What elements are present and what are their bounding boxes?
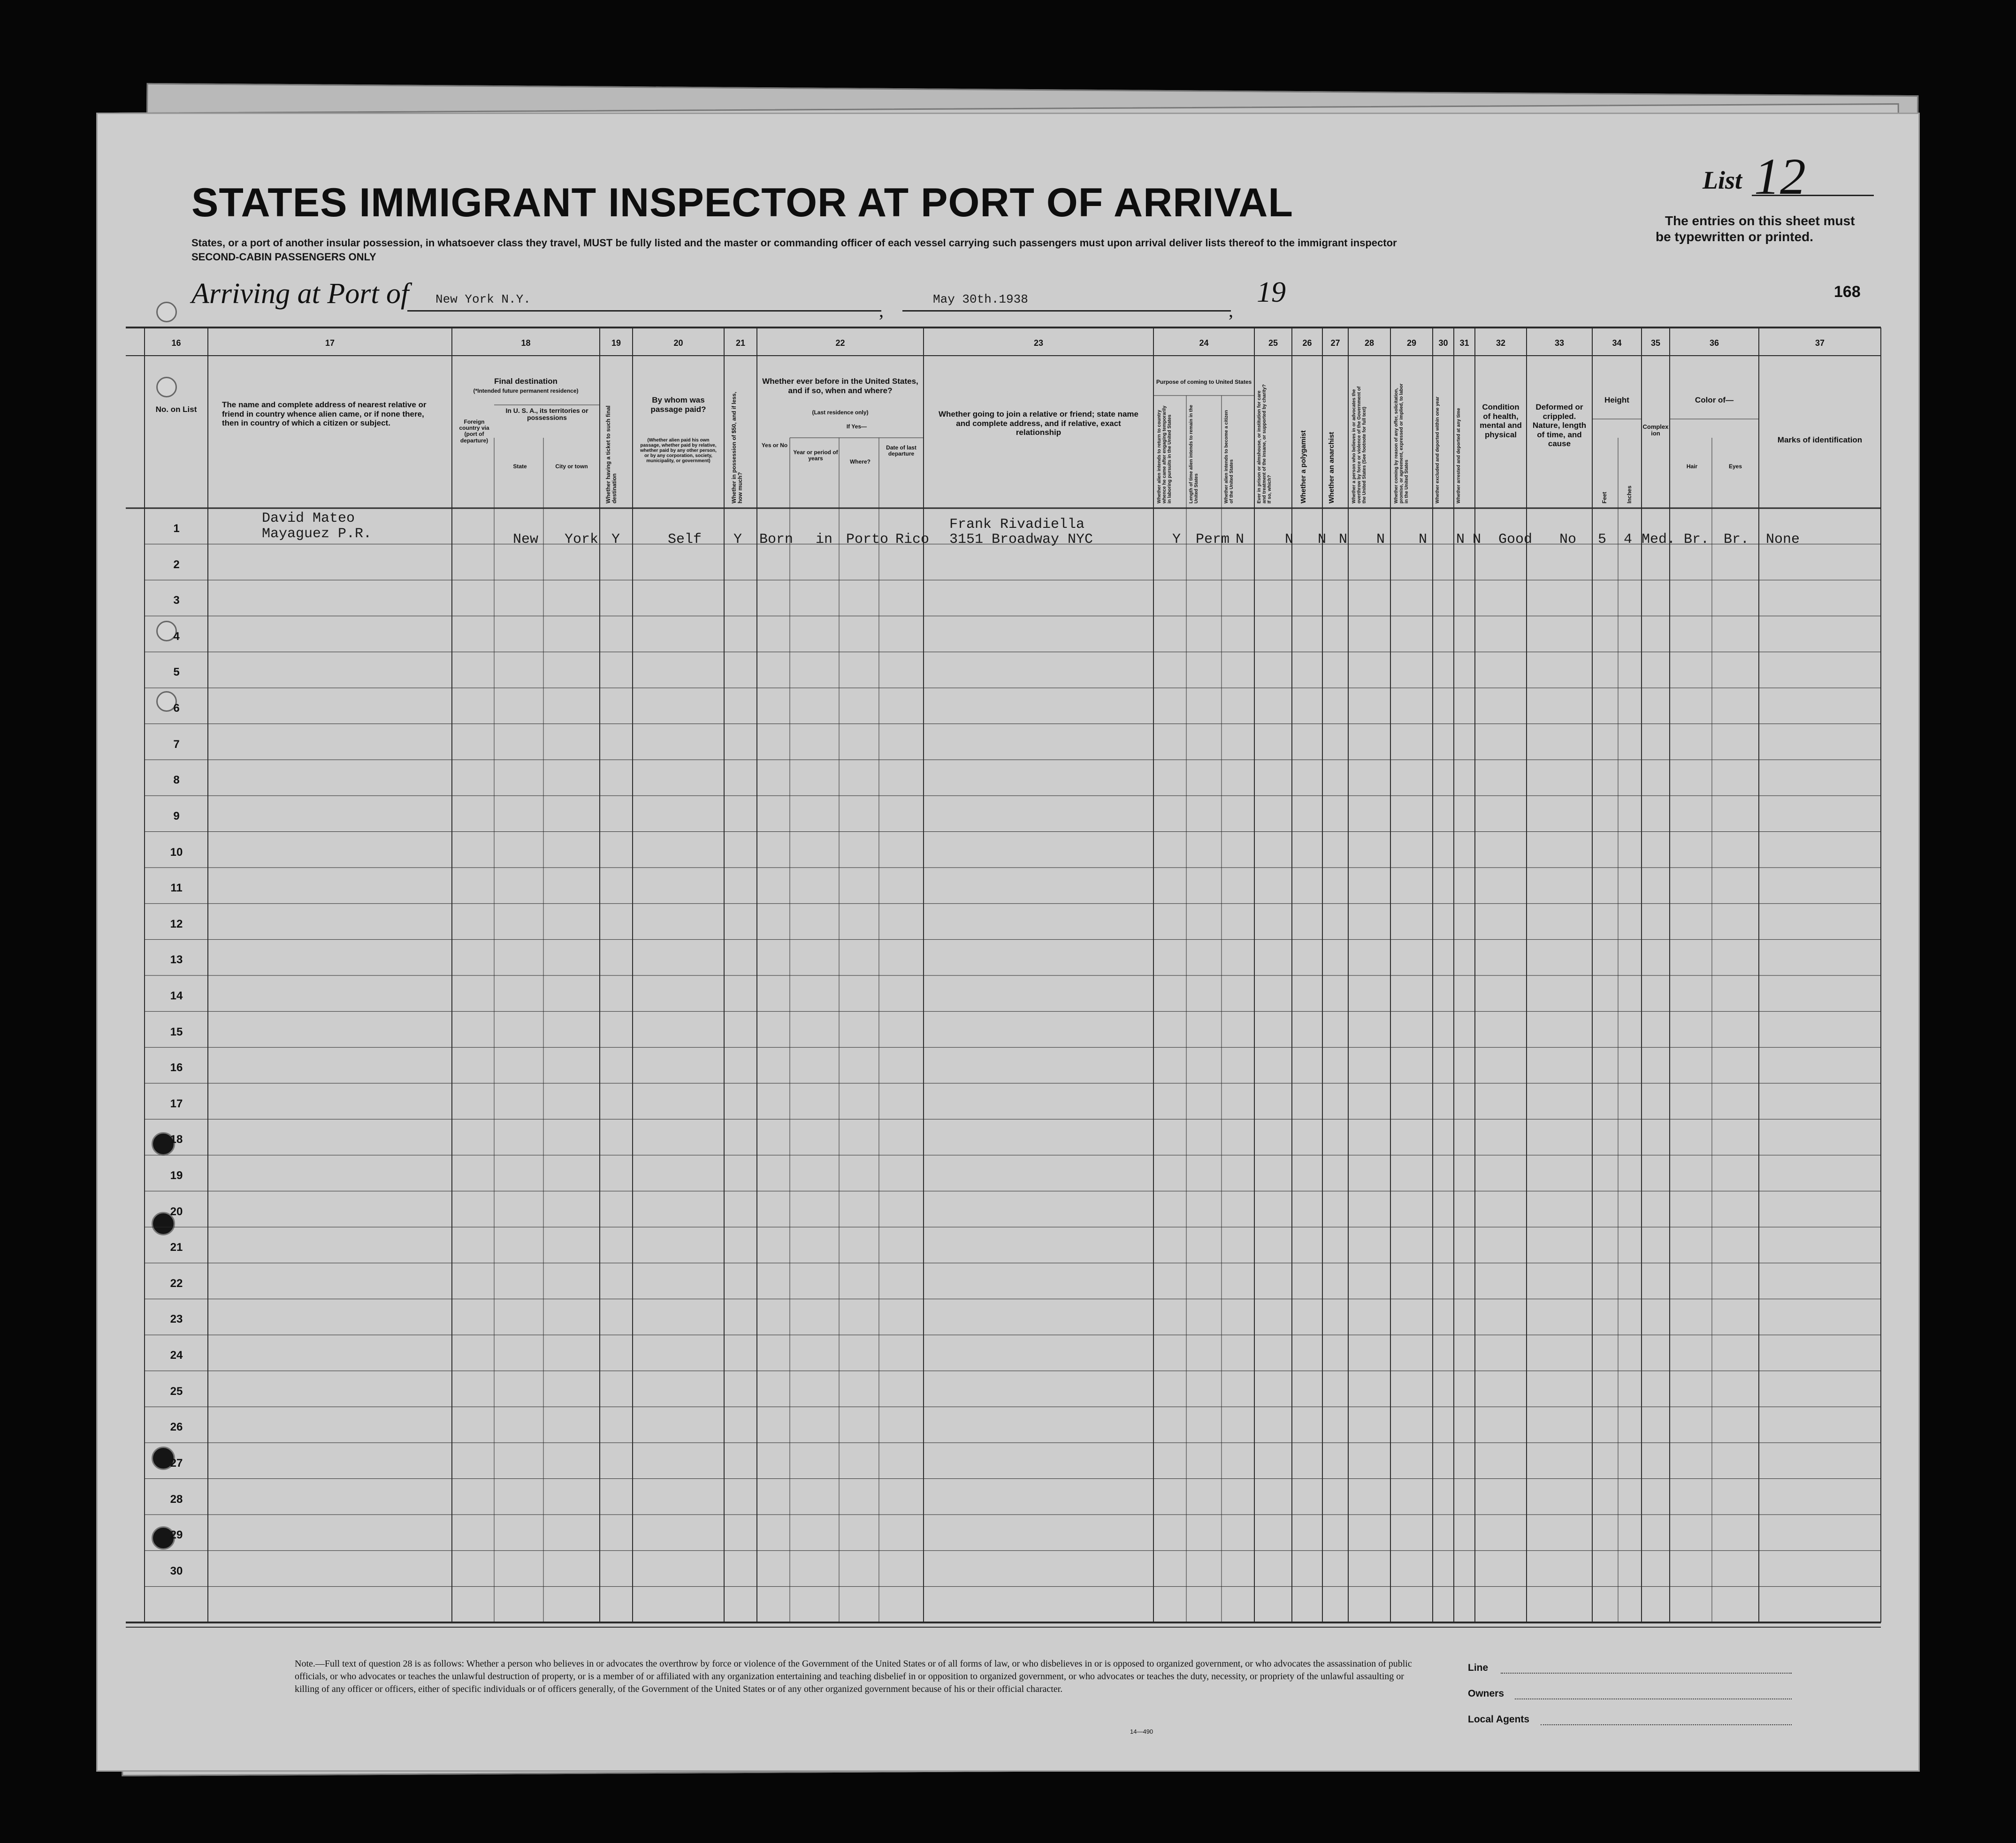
row-number: 23 bbox=[170, 1313, 183, 1326]
comma: , bbox=[879, 300, 884, 321]
col-number: 20 bbox=[673, 338, 683, 348]
page-title: STATES IMMIGRANT INSPECTOR AT PORT OF ARRIVAL bbox=[191, 180, 1293, 225]
col-number: 28 bbox=[1364, 338, 1375, 348]
row-number: 8 bbox=[173, 774, 180, 787]
row-number: 9 bbox=[173, 809, 180, 822]
entry-paid-by: Self bbox=[668, 532, 702, 548]
header-q28: Whether a person who believes in or advocates the overthrow by force or violence of the Government of the United States (See footnote for full text) bbox=[1352, 386, 1367, 503]
header-year-period: Year or period of years bbox=[793, 449, 838, 462]
col-number: 36 bbox=[1709, 338, 1719, 348]
row-number: 15 bbox=[170, 1025, 183, 1038]
header-purpose: Purpose of coming to United States bbox=[1156, 379, 1252, 385]
header-where: Where? bbox=[849, 458, 871, 465]
port-value: New York N.Y. bbox=[435, 292, 531, 306]
entry-inches: 4 bbox=[1624, 532, 1633, 548]
row-number: 27 bbox=[170, 1456, 183, 1470]
row-number: 26 bbox=[170, 1421, 183, 1434]
date-value: May 30th.1938 bbox=[933, 292, 1028, 306]
entry-hair: Br. bbox=[1684, 532, 1710, 548]
row-number: 11 bbox=[170, 882, 183, 895]
entry-ticket: Y bbox=[611, 532, 620, 548]
header-hair: Hair bbox=[1686, 463, 1698, 470]
row-number: 12 bbox=[170, 917, 183, 930]
header-state: State bbox=[513, 463, 527, 470]
entry-city: York bbox=[565, 532, 599, 548]
header-final-destination: Final destination bbox=[494, 377, 558, 386]
header-if-yes: If Yes— bbox=[846, 423, 867, 430]
col-number: 30 bbox=[1438, 338, 1448, 348]
entry-state: New bbox=[513, 532, 539, 548]
header-q31: Whether arrested and deported at any time bbox=[1456, 408, 1461, 503]
header-complexion: Complexion bbox=[1642, 423, 1669, 437]
col-number: 37 bbox=[1815, 338, 1825, 348]
class-line: SECOND-CABIN PASSENGERS ONLY bbox=[191, 251, 376, 263]
header-eyes: Eyes bbox=[1728, 463, 1742, 470]
footnote-q28: Note.—Full text of question 28 is as follows: Whether a person who believes in or advocates the overthrow by force or violence of the Government of the United States or of all forms of law, or who disbelieves in or is opposed to organized government, or who advocates the assassination of public officials, or who advocates or teaches the unlawful destruction of property, or is a member of or affiliated with any organization entertaining and teaching disbelief in or opposition to organized government, or who advocates or teaches the duty, necessity, or propriety of the unlawful assaulting or killing of any officer or officers, either of specific individuals or of officers generally, of the Government of the United States or of any other organized government because of his or their official character. bbox=[295, 1659, 1412, 1694]
col-number: 18 bbox=[521, 338, 531, 348]
header-by-whom-note: (Whether alien paid his own passage, whether paid by relative, whether paid by any other person, or by any corporation, society, municipality, or government) bbox=[640, 438, 717, 464]
entry-length-stay: Perm bbox=[1196, 532, 1230, 548]
col-number: 31 bbox=[1459, 338, 1469, 348]
manifest-sheet bbox=[96, 113, 1920, 1772]
entry-yes-no: Born bbox=[759, 532, 794, 548]
row-number: 21 bbox=[170, 1241, 183, 1254]
row-number: 13 bbox=[170, 953, 183, 967]
row-number: 30 bbox=[170, 1564, 183, 1577]
entry-returning: Y bbox=[1172, 532, 1181, 548]
header-inches: Inches bbox=[1626, 485, 1633, 503]
header-purpose-return: Whether alien intends to return to country whence he came after engaging temporarily in laboring pursuits in the United States bbox=[1157, 405, 1172, 503]
header-in-usa: In U. S. A., its territories or possessions bbox=[505, 407, 588, 422]
row-number: 5 bbox=[173, 666, 180, 679]
row-number: 28 bbox=[170, 1493, 183, 1506]
entry-join-address: 3151 Broadway NYC bbox=[949, 532, 1093, 548]
line-label: Line bbox=[1468, 1662, 1489, 1673]
col-number: 17 bbox=[325, 338, 335, 348]
entry-citizen: N bbox=[1236, 532, 1245, 548]
list-label: List bbox=[1703, 166, 1742, 194]
line-field bbox=[1501, 1673, 1792, 1674]
entry-join-name: Frank Rivadiella bbox=[949, 517, 1085, 533]
col-number: 29 bbox=[1406, 338, 1417, 348]
row-number: 24 bbox=[170, 1349, 183, 1362]
row-number: 14 bbox=[170, 989, 183, 1002]
row-number: 16 bbox=[170, 1061, 183, 1074]
header-color-of: Color of— bbox=[1695, 396, 1734, 404]
entry-fifty: Y bbox=[733, 532, 742, 548]
entry-deformed: No bbox=[1559, 532, 1577, 548]
arriving-label: Arriving at Port of bbox=[191, 278, 409, 310]
header-date-departure: Date of last departure bbox=[886, 444, 916, 457]
entry-q31: N bbox=[1473, 532, 1481, 548]
col-number: 21 bbox=[735, 338, 746, 348]
header-yes-no: Yes or No bbox=[761, 442, 788, 449]
header-height: Height bbox=[1604, 396, 1629, 404]
header-q29: Whether coming by reason of any offer, solicitation, promise, or agreement, expressed or implied, to labor in the United States bbox=[1394, 383, 1409, 503]
header-final-destination-note: (*Intended future permanent residence) bbox=[473, 388, 579, 394]
row-number: 17 bbox=[170, 1097, 183, 1110]
row-number: 25 bbox=[170, 1385, 183, 1398]
owners-label: Owners bbox=[1468, 1688, 1504, 1699]
col-number: 34 bbox=[1612, 338, 1622, 348]
header-prison: Ever in prison or almshouse, or institution for care and treatment of the insane, or supported by charity? If so, which? bbox=[1257, 384, 1272, 503]
entry-relative-name: David Mateo bbox=[262, 510, 355, 526]
col-number: 35 bbox=[1650, 338, 1661, 348]
row-number: 2 bbox=[173, 558, 180, 571]
comma: , bbox=[1229, 300, 1233, 321]
row-number: 6 bbox=[173, 702, 180, 715]
row-number: 10 bbox=[170, 845, 183, 859]
header-deformed: Deformed or crippled. Nature, length of time, and cause bbox=[1532, 403, 1587, 449]
entry-complexion: Med. bbox=[1642, 532, 1676, 548]
header-ever-before-note: (Last residence only) bbox=[812, 409, 869, 416]
entry-q30: N bbox=[1456, 532, 1465, 548]
entry-relative-address: Mayaguez P.R. bbox=[262, 526, 372, 542]
header-city: City or town bbox=[555, 463, 588, 470]
header-joining: Whether going to join a relative or friend; state name and complete address, and if relative, exact relationship bbox=[938, 410, 1138, 437]
table-grid bbox=[98, 114, 1918, 1770]
header-foreign-country: Foreign country via (port of departure) bbox=[459, 419, 489, 444]
entry-q29: N bbox=[1419, 532, 1428, 548]
col-number: 32 bbox=[1496, 338, 1506, 348]
col-number: 26 bbox=[1302, 338, 1312, 348]
row-number: 22 bbox=[170, 1277, 183, 1290]
row-number: 20 bbox=[170, 1205, 183, 1218]
row-number: 1 bbox=[173, 522, 180, 535]
header-fifty: Whether in possession of $50, and if less, how much? bbox=[731, 391, 744, 503]
header-feet: Feet bbox=[1601, 492, 1608, 503]
row-number: 29 bbox=[170, 1529, 183, 1542]
header-ticket: Whether having a ticket to such final destination bbox=[605, 405, 618, 503]
entry-anarchist: N bbox=[1339, 532, 1348, 548]
entry-year: in bbox=[816, 532, 833, 548]
row-number: 19 bbox=[170, 1169, 183, 1182]
agents-label: Local Agents bbox=[1468, 1714, 1530, 1725]
col-number: 23 bbox=[1033, 338, 1044, 348]
col-number: 19 bbox=[611, 338, 621, 348]
header-purpose-citizen: Whether alien intends to become a citizen of the United States bbox=[1224, 410, 1234, 503]
header-q30: Whether excluded and deported within one year bbox=[1435, 396, 1440, 503]
col-number: 27 bbox=[1330, 338, 1340, 348]
row-number: 7 bbox=[173, 738, 180, 751]
entry-feet: 5 bbox=[1598, 532, 1607, 548]
col-number: 25 bbox=[1268, 338, 1278, 348]
owners-field bbox=[1515, 1698, 1792, 1699]
header-condition: Condition of health, mental and physical bbox=[1480, 403, 1522, 439]
header-polygamist: Whether a polygamist bbox=[1299, 430, 1307, 503]
entry-where: Porto bbox=[846, 532, 889, 548]
entry-health: Good bbox=[1498, 532, 1533, 548]
entry-q28: N bbox=[1376, 532, 1385, 548]
row-number: 3 bbox=[173, 594, 180, 607]
header-purpose-length: Length of time alien intends to remain in the United States bbox=[1189, 404, 1199, 503]
year-prefix: 19 bbox=[1257, 276, 1286, 308]
col-number: 16 bbox=[171, 338, 181, 348]
list-number: 12 bbox=[1754, 148, 1806, 205]
entry-prison: N bbox=[1285, 532, 1294, 548]
agents-field bbox=[1541, 1724, 1792, 1725]
entry-departure: Rico bbox=[895, 532, 930, 548]
header-by-whom: By whom was passage paid? bbox=[650, 396, 706, 414]
entries-note: The entries on this sheet must bbox=[1665, 213, 1855, 228]
entries-note: be typewritten or printed. bbox=[1656, 229, 1814, 244]
header-relative: The name and complete address of nearest relative or friend in country whence alien came, or if none there, then in country of which a citizen or subject. bbox=[222, 400, 427, 428]
entry-eyes: Br. bbox=[1724, 532, 1749, 548]
col-number: 24 bbox=[1199, 338, 1209, 348]
page-number: 168 bbox=[1834, 283, 1861, 301]
entry-polygamist: N bbox=[1318, 532, 1327, 548]
col-number: 33 bbox=[1554, 338, 1565, 348]
entry-marks: None bbox=[1766, 532, 1800, 548]
form-number: 14—490 bbox=[1130, 1728, 1153, 1735]
header-no-on-list: No. on List bbox=[155, 405, 197, 414]
header-ever-before: Whether ever before in the United States, and if so, when and where? bbox=[762, 377, 918, 395]
row-number: 4 bbox=[173, 630, 180, 643]
header-anarchist: Whether an anarchist bbox=[1328, 432, 1336, 503]
row-number: 18 bbox=[170, 1133, 183, 1146]
col-number: 22 bbox=[835, 338, 845, 348]
header-marks: Marks of identification bbox=[1777, 435, 1863, 444]
page-subtitle: States, or a port of another insular possession, in whatsoever class they travel, MUST be fully listed and the master or commanding officer of each vessel carrying such passengers must upon arrival deliver lists thereof to the immigrant inspector bbox=[191, 237, 1397, 249]
